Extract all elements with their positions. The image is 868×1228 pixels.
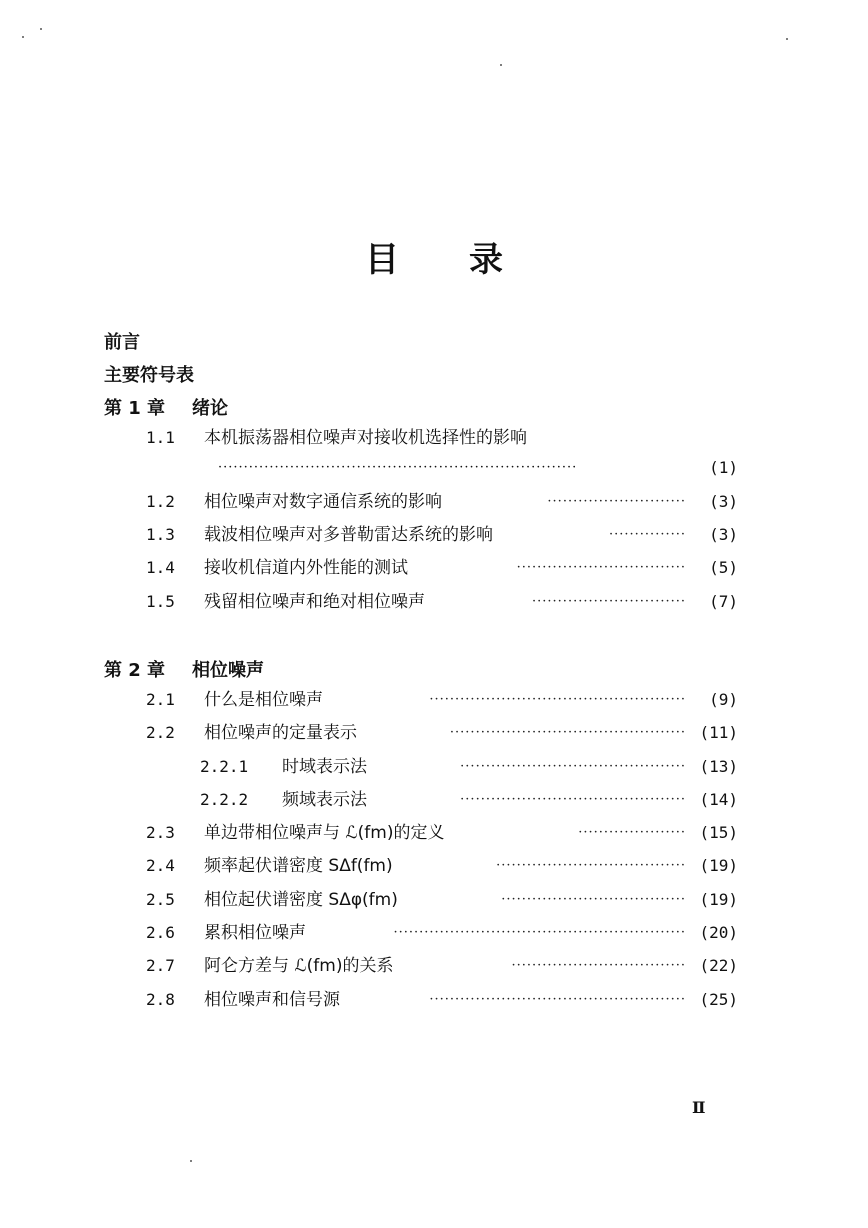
entry-label: 频率起伏谱密度 SΔf(fm)	[204, 856, 393, 876]
dot-leader: ···························	[547, 494, 686, 509]
chapter-heading	[104, 394, 228, 420]
chapter-title: 相位噪声	[192, 660, 264, 681]
entry-label: 本机振荡器相位噪声对接收机选择性的影响	[204, 428, 527, 448]
dot-leader: ····································	[501, 892, 686, 907]
title-char-1: 目	[365, 240, 399, 280]
dot-leader: ······································································	[218, 460, 578, 475]
entry-label: 什么是相位噪声	[204, 690, 323, 710]
entry-page: (20)	[699, 923, 738, 942]
entry-number: 1.5	[146, 592, 175, 611]
entry-number: 2.8	[146, 990, 175, 1009]
toc-subentry	[200, 788, 738, 812]
scan-speck	[786, 38, 788, 40]
toc-entry	[146, 954, 738, 978]
dot-leader: ··············································	[449, 725, 686, 740]
entry-number: 1.2	[146, 492, 175, 511]
entry-number: 2.4	[146, 856, 175, 875]
dot-leader: ·························································	[393, 925, 686, 940]
dot-leader: ············································	[460, 792, 686, 807]
dot-leader: ·····················	[578, 825, 686, 840]
entry-page: (25)	[699, 990, 738, 1009]
toc-entry	[146, 426, 738, 450]
page-folio: Ⅱ	[692, 1098, 706, 1117]
entry-label: 相位噪声的定量表示	[204, 723, 357, 743]
chapter-number: 第 1 章	[104, 398, 166, 419]
entry-label: 残留相位噪声和绝对相位噪声	[204, 592, 425, 612]
entry-number: 2.7	[146, 956, 175, 975]
entry-page: (22)	[699, 956, 738, 975]
toc-entry	[146, 590, 738, 614]
entry-label: 频域表示法	[282, 790, 367, 810]
toc-entry	[146, 988, 738, 1012]
entry-page: (19)	[699, 856, 738, 875]
entry-page: (7)	[709, 592, 738, 611]
scan-speck	[22, 36, 24, 38]
entry-page: (19)	[699, 890, 738, 909]
toc-entry	[146, 888, 738, 912]
front-matter-symbols: 主要符号表	[104, 365, 194, 386]
entry-page: (3)	[709, 525, 738, 544]
entry-page: (15)	[699, 823, 738, 842]
entry-number: 1.1	[146, 428, 175, 447]
entry-label: 单边带相位噪声与 ℒ(fm)的定义	[204, 823, 445, 843]
entry-label: 接收机信道内外性能的测试	[204, 558, 408, 578]
entry-number: 2.5	[146, 890, 175, 909]
toc-entry	[146, 721, 738, 745]
chapter-number: 第 2 章	[104, 660, 166, 681]
dot-leader: ··················································	[429, 992, 686, 1007]
dot-leader: ············································	[460, 759, 686, 774]
page-title	[0, 232, 868, 281]
entry-number: 2.6	[146, 923, 175, 942]
front-matter-preface: 前言	[104, 332, 140, 353]
dot-leader: ··················································	[429, 692, 686, 707]
entry-number: 2.1	[146, 690, 175, 709]
toc-entry	[146, 821, 738, 845]
entry-number: 2.2.2	[200, 790, 249, 809]
dot-leader: ··································	[511, 958, 686, 973]
entry-page: (3)	[709, 492, 738, 511]
toc-entry	[146, 921, 738, 945]
dot-leader: ······························	[532, 594, 686, 609]
title-char-2: 录	[469, 240, 503, 280]
dot-leader: ·································	[516, 560, 686, 575]
chapter-title: 绪论	[192, 398, 228, 419]
entry-label: 载波相位噪声对多普勒雷达系统的影响	[204, 525, 493, 545]
entry-label: 相位噪声对数字通信系统的影响	[204, 492, 442, 512]
entry-label: 时域表示法	[282, 757, 367, 777]
toc-entry	[146, 490, 738, 514]
entry-number: 2.2.1	[200, 757, 249, 776]
entry-page: (11)	[699, 723, 738, 742]
toc-subentry	[200, 755, 738, 779]
entry-number: 2.2	[146, 723, 175, 742]
entry-label: 阿仑方差与 ℒ(fm)的关系	[204, 956, 394, 976]
entry-label: 相位起伏谱密度 SΔφ(fm)	[204, 890, 398, 910]
entry-page: (5)	[709, 558, 738, 577]
toc-entry	[146, 854, 738, 878]
toc-entry-continuation	[218, 456, 738, 480]
entry-label: 相位噪声和信号源	[204, 990, 340, 1010]
entry-page: (1)	[709, 458, 738, 477]
entry-page: (13)	[699, 757, 738, 776]
chapter-heading	[104, 656, 264, 682]
dot-leader: ···············	[609, 527, 686, 542]
scan-speck	[500, 64, 502, 66]
entry-number: 1.3	[146, 525, 175, 544]
entry-number: 1.4	[146, 558, 175, 577]
toc-entry	[146, 688, 738, 712]
toc-entry	[146, 523, 738, 547]
entry-page: (9)	[709, 690, 738, 709]
entry-page: (14)	[699, 790, 738, 809]
scan-speck	[40, 28, 42, 30]
entry-number: 2.3	[146, 823, 175, 842]
dot-leader: ·····································	[496, 858, 686, 873]
entry-label: 累积相位噪声	[204, 923, 306, 943]
toc-entry	[146, 556, 738, 580]
scan-speck	[190, 1160, 192, 1162]
